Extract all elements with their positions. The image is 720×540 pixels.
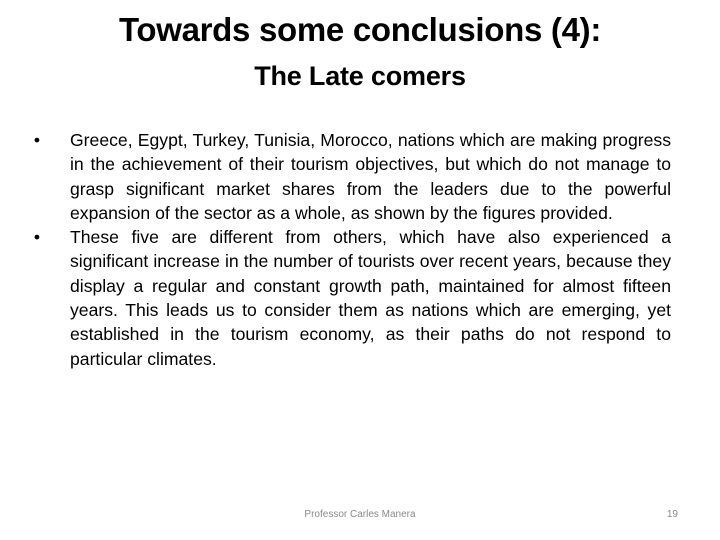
- page-number: 19: [666, 509, 678, 520]
- footer-author: Professor Carles Manera: [304, 509, 416, 520]
- bullet-point-icon: •: [33, 227, 41, 248]
- slide-title: Towards some conclusions (4):: [118, 11, 602, 48]
- bullet-list: [30, 128, 671, 371]
- bullet-text: Greece, Egypt, Turkey, Tunisia, Morocco, nations which are making progress in the achievement of their tourism objectives, but which do not manage to grasp significant market shares from the leaders due to the powerful expansion of the sector as a whole, as shown by the figures provided.: [70, 130, 671, 223]
- bullet-point-icon: •: [33, 130, 41, 150]
- bullet-text: These five are different from others, which have also experienced a significant increase in the number of tourists over recent years, because they display a regular and constant growth path, maintained for almost fifteen years. This leads us to consider them as nations which are emerging, yet established in the tourism economy, as their paths do not respond to particular climates.: [70, 227, 671, 369]
- slide-subtitle: The Late comers: [254, 61, 466, 91]
- bullet-item: [30, 225, 671, 371]
- bullet-item: [30, 128, 671, 225]
- title-block: [0, 8, 720, 96]
